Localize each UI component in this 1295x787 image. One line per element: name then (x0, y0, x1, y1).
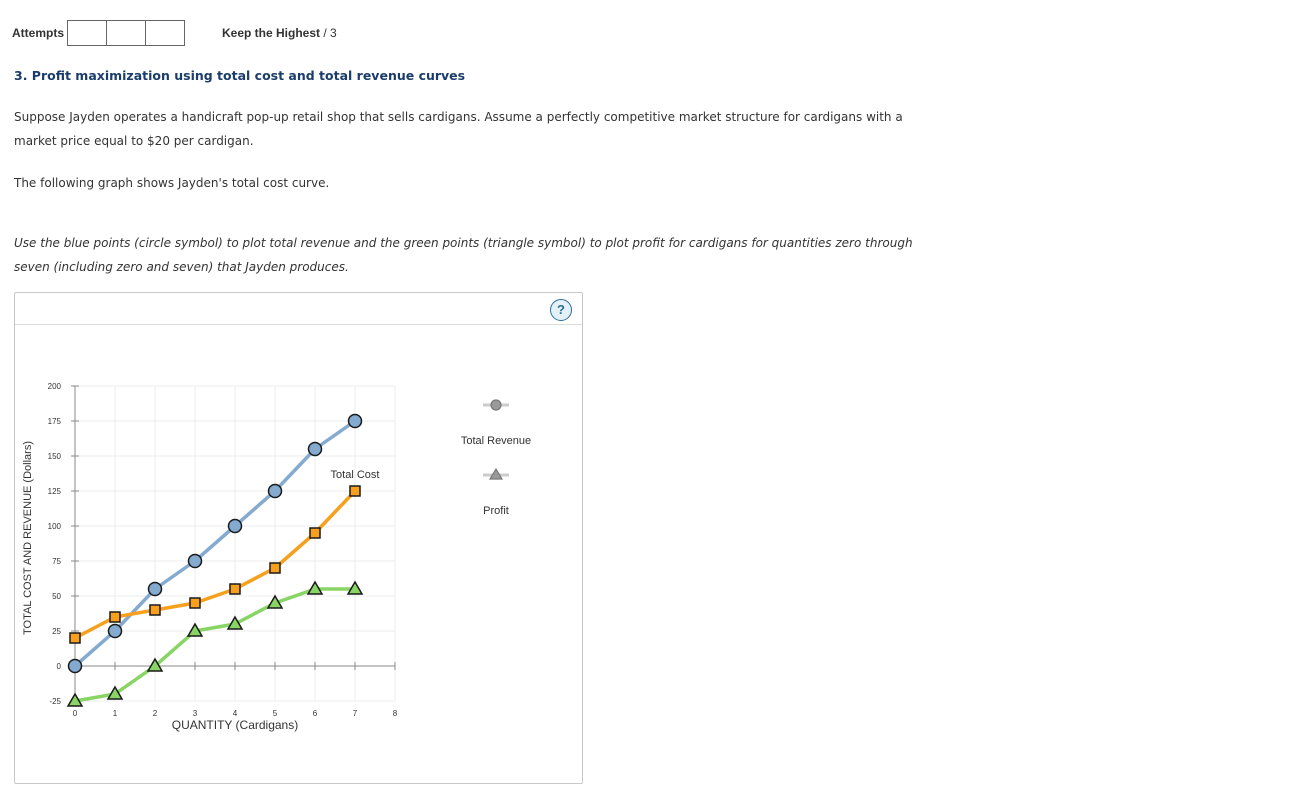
total-cost-point[interactable] (310, 528, 320, 538)
chart[interactable] (15, 325, 582, 783)
keep-highest-value: / 3 (323, 26, 337, 40)
total-revenue-point[interactable] (349, 415, 362, 428)
x-tick-label: 6 (312, 709, 318, 718)
y-tick-label: 75 (52, 557, 61, 566)
x-tick-label: 7 (352, 709, 358, 718)
question-title: 3. Profit maximization using total cost and total revenue curves (14, 68, 466, 83)
chart-annotations (331, 469, 380, 481)
y-tick-label: 0 (56, 662, 61, 671)
chart-ticks (48, 382, 398, 718)
x-tick-label: 1 (112, 709, 118, 718)
para3-line1: Use the blue points (circle symbol) to plot total revenue and the green points (triangle symbol) to plot profit for cardigans for quantities zero through (14, 236, 913, 250)
total-revenue-point[interactable] (69, 660, 82, 673)
total-revenue-point[interactable] (109, 625, 122, 638)
attempt-box (145, 20, 185, 46)
total-revenue-point[interactable] (149, 583, 162, 596)
legend-label: Profit (483, 505, 509, 517)
y-tick-label: 175 (47, 417, 61, 426)
x-tick-label: 3 (192, 709, 198, 718)
attempts-label: Attempts (12, 26, 65, 40)
total-revenue-point[interactable] (189, 555, 202, 568)
x-tick-label: 2 (152, 709, 158, 718)
para1-line1: Suppose Jayden operates a handicraft pop-up retail shop that sells cardigans. Assume a perfectly competitive market structure for cardigans with a (14, 110, 903, 124)
para1-line2: market price equal to $20 per cardigan. (14, 134, 254, 148)
y-tick-label: -25 (49, 697, 61, 706)
chart-series-markers (68, 415, 362, 707)
legend-label: Total Revenue (460, 435, 532, 447)
help-button[interactable]: ? (550, 299, 572, 321)
chart-legend (461, 400, 531, 517)
graph-panel (14, 292, 583, 784)
y-tick-label: 100 (47, 522, 61, 531)
total-cost-point[interactable] (190, 598, 200, 608)
question-paragraph-2: The following graph shows Jayden's total cost curve. (14, 176, 330, 190)
legend-marker-circle-icon[interactable] (491, 400, 501, 410)
para3-line2: seven (including zero and seven) that Jayden produces. (14, 260, 349, 274)
y-tick-label: 125 (47, 487, 61, 496)
total-cost-point[interactable] (150, 605, 160, 615)
total-cost-point[interactable] (70, 633, 80, 643)
total-revenue-point[interactable] (309, 443, 322, 456)
total-revenue-point[interactable] (229, 520, 242, 533)
question-paragraph-3 (14, 231, 934, 279)
question-paragraph-1 (14, 105, 934, 153)
attempts-bar (12, 20, 185, 46)
total-revenue-point[interactable] (269, 485, 282, 498)
x-tick-label: 0 (72, 709, 78, 718)
graph-header (15, 293, 582, 325)
keep-highest (222, 26, 337, 40)
y-tick-label: 50 (52, 592, 61, 601)
x-tick-label: 8 (392, 709, 398, 718)
attempt-box (106, 20, 146, 46)
x-axis-label: QUANTITY (Cardigans) (171, 718, 299, 732)
total-cost-point[interactable] (230, 584, 240, 594)
total-cost-point[interactable] (270, 563, 280, 573)
y-axis-label: TOTAL COST AND REVENUE (Dollars) (22, 441, 34, 635)
y-tick-label: 150 (47, 452, 61, 461)
attempt-box (67, 20, 107, 46)
total-cost-point[interactable] (110, 612, 120, 622)
keep-highest-label: Keep the Highest (222, 26, 321, 40)
chart-grid (75, 386, 395, 701)
x-tick-label: 5 (272, 709, 278, 718)
x-tick-label: 4 (232, 709, 238, 718)
total-cost-point[interactable] (350, 486, 360, 496)
y-tick-label: 25 (52, 627, 61, 636)
y-tick-label: 200 (47, 382, 61, 391)
series-line-profit (75, 589, 355, 701)
total-cost-annotation: Total Cost (330, 469, 380, 481)
